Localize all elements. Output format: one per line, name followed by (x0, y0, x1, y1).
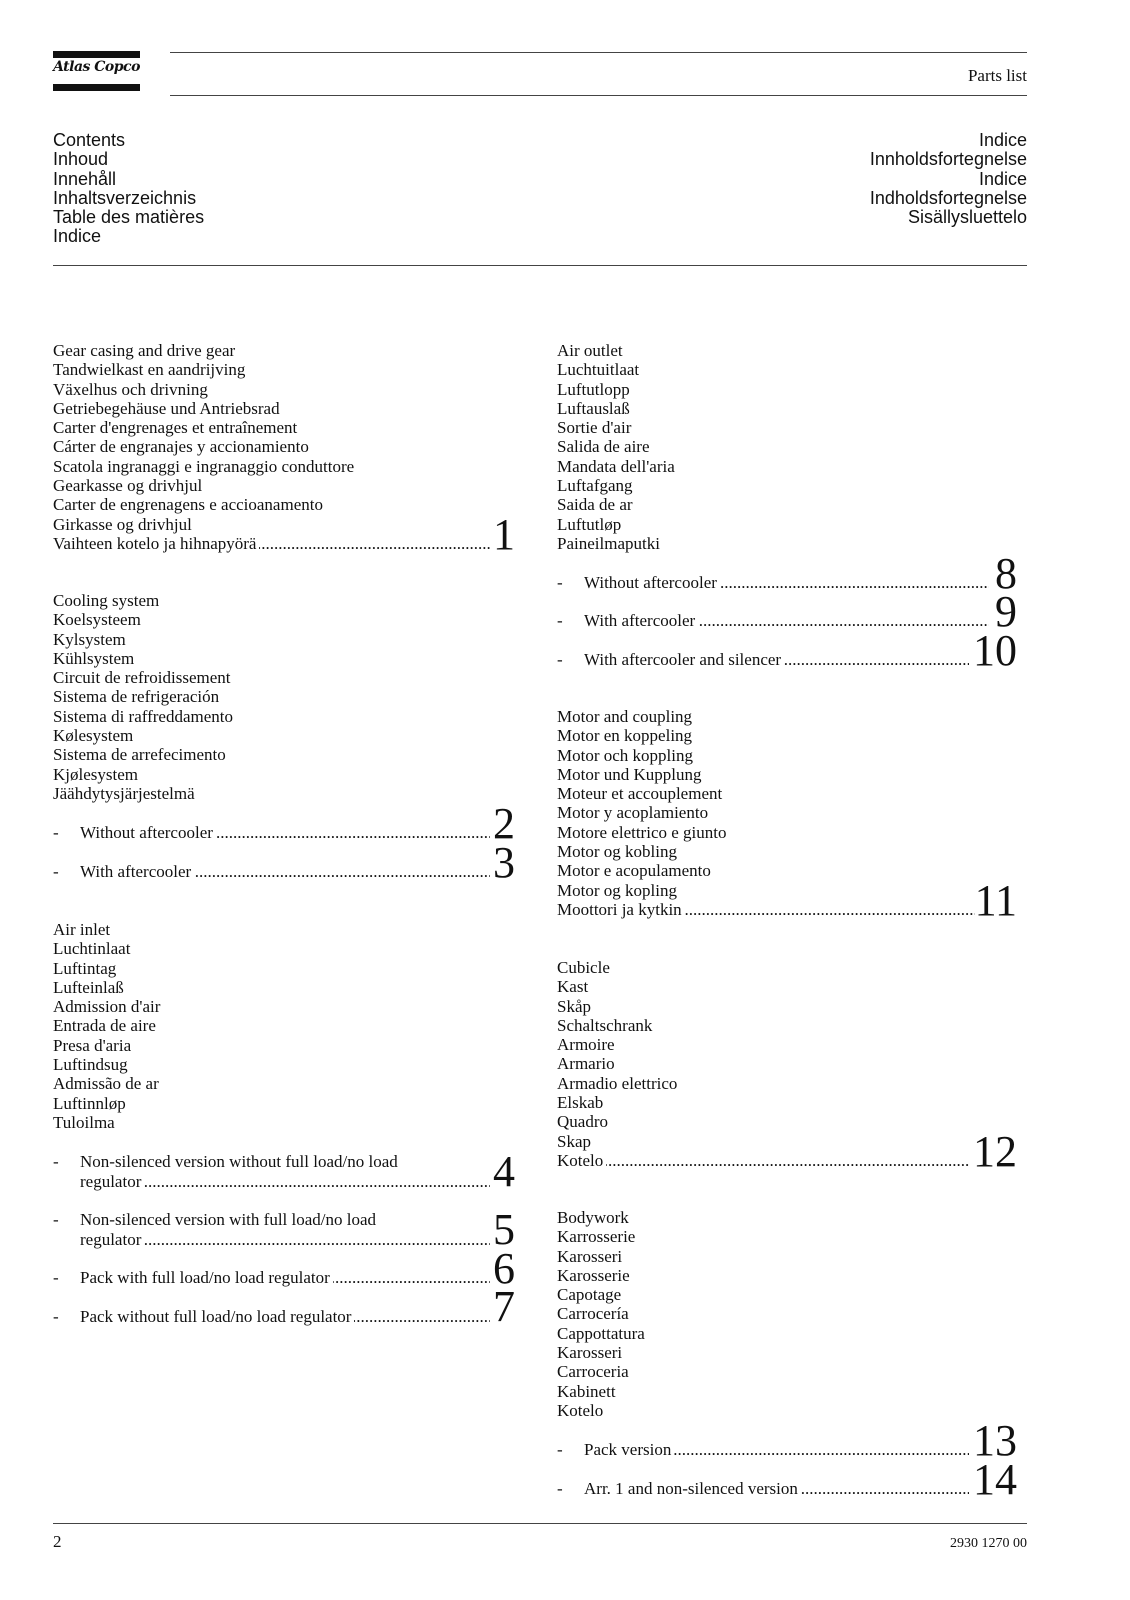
section-title-line: Kühlsystem (53, 648, 135, 668)
toc-leader-dots (557, 1151, 969, 1171)
section-number: 13 (973, 1416, 1017, 1465)
section-air-inlet-titles (53, 920, 160, 1132)
section-title-line: Paineilmaputki (557, 533, 660, 553)
toc-entry-label: regulator (80, 1172, 144, 1192)
section-number: 9 (995, 587, 1017, 636)
entry-dash: - (53, 1268, 59, 1287)
contents-title: Indice (978, 130, 1027, 150)
section-title-line: Motor y acoplamiento (557, 803, 709, 823)
section-title-line: Skap (557, 1131, 591, 1151)
header-rule-top (170, 52, 1027, 53)
section-title-line: Cárter de engranajes y accionamiento (53, 437, 309, 457)
section-title-line: Saida de ar (557, 495, 633, 515)
section-title-line: Circuit de refroidissement (53, 668, 231, 688)
section-title-line: Scatola ingranaggi e ingranaggio conduttore (53, 456, 355, 476)
section-title-line: Presa d'aria (53, 1035, 132, 1055)
toc-entry-outlet-with-aftercooler[interactable] (557, 611, 989, 631)
section-title-line: Quadro (557, 1112, 608, 1132)
section-title-line: Karosseri (557, 1343, 623, 1363)
section-number: 12 (973, 1127, 1017, 1176)
section-title-line: Luftafgang (557, 476, 633, 496)
toc-entry-inlet-pack-without[interactable] (53, 1307, 490, 1327)
section-title-line: Carrocería (557, 1304, 629, 1324)
section-title-line: Air inlet (53, 920, 111, 939)
section-title-line: Koelsysteem (53, 610, 141, 630)
section-number: 14 (973, 1455, 1017, 1504)
section-title-line: Luftintag (53, 958, 117, 978)
doc-title: Parts list (967, 66, 1027, 85)
toc-entry-label: Without aftercooler (584, 573, 720, 593)
section-title-line: Luftauslaß (557, 398, 630, 418)
section-title-line: Luchtuitlaat (557, 360, 640, 380)
section-title-line: Bodywork (557, 1208, 629, 1227)
toc-entry-label: Pack with full load/no load regulator (80, 1268, 333, 1288)
section-title-line: Växelhus och drivning (53, 379, 208, 399)
toc-entry-bodywork-arr1[interactable] (557, 1479, 969, 1499)
section-title-line: Moteur et accouplement (557, 784, 723, 804)
section-title-line: Carter de engrenagens e accioanamento (53, 495, 323, 515)
contents-title: Indice (53, 226, 102, 247)
toc-entry-label: Arr. 1 and non-silenced version (584, 1479, 801, 1499)
section-title-line: Skåp (557, 996, 591, 1016)
section-title-line: Kast (557, 977, 589, 997)
entry-dash: - (53, 1152, 59, 1171)
section-title-line: Cappottatura (557, 1323, 645, 1343)
section-number: 4 (493, 1147, 515, 1196)
section-title-line: Sortie d'air (557, 418, 632, 438)
toc-entry-label: Moottori ja kytkin (557, 900, 685, 920)
contents-title: Innehåll (53, 168, 117, 189)
section-motor-titles (557, 707, 726, 900)
contents-title: Indholdsfortegnelse (869, 187, 1027, 208)
toc-entry-label: Vaihteen kotelo ja hihnapyörä (53, 534, 259, 554)
section-title-line: Motor og kobling (557, 842, 677, 862)
section-title-line: Carroceria (557, 1362, 629, 1382)
section-title-line: Admissão de ar (53, 1074, 159, 1094)
toc-entry-cooling-without-aftercooler[interactable] (53, 823, 490, 843)
section-title-line: Sistema de refrigeración (53, 687, 220, 707)
section-title-line: Armadio elettrico (557, 1073, 678, 1093)
entry-dash: - (557, 573, 563, 592)
toc-entry-inlet-non-silenced-without[interactable] (53, 1152, 490, 1192)
entry-dash: - (53, 1210, 59, 1229)
section-title-line: Motor e acopulamento (557, 861, 711, 881)
contents-title: Innholdsfortegnelse (869, 149, 1027, 170)
contents-title: Indice (978, 168, 1027, 189)
section-number: 11 (974, 876, 1017, 925)
section-title-line: Luftutlopp (557, 379, 630, 399)
section-title-line: Mandata dell'aria (557, 456, 675, 476)
section-title-line: Salida de aire (557, 437, 650, 457)
section-cubicle-titles (557, 958, 677, 1151)
contents-titles-right (870, 131, 1027, 227)
toc-entry-label-line1: Non-silenced version with full load/no load (80, 1210, 377, 1229)
section-number: 2 (493, 799, 515, 848)
section-title-line: Tandwielkast en aandrijving (53, 360, 246, 380)
header-rule-bottom (170, 95, 1027, 96)
entry-dash: - (53, 1307, 59, 1326)
section-number: 5 (493, 1205, 515, 1254)
section-number: 3 (493, 838, 515, 887)
toc-entry-label-line1: Non-silenced version without full load/no load (80, 1152, 398, 1171)
section-title-line: Gear casing and drive gear (53, 341, 236, 360)
entry-dash: - (557, 1479, 563, 1498)
section-title-line: Motor and coupling (557, 707, 693, 726)
section-title-line: Motor och koppling (557, 745, 693, 765)
document-code: 2930 1270 00 (950, 1536, 1027, 1551)
section-title-line: Entrada de aire (53, 1016, 156, 1036)
section-title-line: Getriebegehäuse und Antriebsrad (53, 398, 280, 418)
section-number: 6 (493, 1244, 515, 1293)
section-title-line: Kabinett (557, 1381, 616, 1401)
section-title-line: Girkasse og drivhjul (53, 514, 192, 534)
section-title-line: Motor und Kupplung (557, 764, 702, 784)
section-title-line: Luftutløp (557, 514, 622, 534)
section-title-line: Luftinnløp (53, 1093, 126, 1113)
section-title-line: Kylsystem (53, 629, 126, 649)
section-title-line: Karosseri (557, 1246, 623, 1266)
toc-entry-outlet-without-aftercooler[interactable] (557, 573, 989, 593)
section-title-line: Carter d'engrenages et entraînement (53, 418, 298, 438)
section-title-line: Elskab (557, 1093, 604, 1113)
section-title-line: Cooling system (53, 591, 160, 610)
section-number: 8 (995, 549, 1017, 598)
section-title-line: Karrosserie (557, 1227, 636, 1247)
section-title-line: Admission d'air (53, 997, 161, 1017)
page-number: 2 (53, 1532, 62, 1551)
contents-title: Inhoud (53, 149, 109, 170)
toc-entry-label: Without aftercooler (80, 823, 216, 843)
section-title-line: Gearkasse og drivhjul (53, 476, 203, 496)
section-number: 10 (973, 626, 1017, 675)
section-title-line: Motor og kopling (557, 880, 677, 900)
section-title-line: Lufteinlaß (53, 977, 124, 997)
section-air-outlet-titles (557, 341, 675, 553)
toc-entry-cubicle[interactable] (557, 1151, 969, 1171)
contents-title: Sisällysluettelo (907, 207, 1027, 228)
toc-entry-gear[interactable] (53, 534, 490, 554)
section-number: 7 (493, 1282, 515, 1331)
logo-bar-top (53, 51, 140, 58)
section-bodywork-titles (557, 1208, 645, 1420)
contents-titles-left (53, 131, 204, 247)
section-title-line: Jäähdytysjärjestelmä (53, 783, 195, 803)
toc-entry-cooling-with-aftercooler[interactable] (53, 862, 490, 882)
toc-entry-label: Kotelo (557, 1151, 606, 1171)
logo-bar-bottom (53, 84, 140, 91)
toc-entry-inlet-non-silenced-with[interactable] (53, 1210, 490, 1250)
toc-entry-motor[interactable] (557, 900, 975, 920)
toc-entry-outlet-with-aftercooler-silencer[interactable] (557, 650, 969, 670)
entry-dash: - (557, 650, 563, 669)
toc-entry-inlet-pack-with[interactable] (53, 1268, 490, 1288)
entry-dash: - (557, 1440, 563, 1459)
section-title-line: Kjølesystem (53, 764, 138, 784)
section-title-line: Motor en koppeling (557, 726, 693, 746)
contents-title: Inhaltsverzeichnis (53, 187, 197, 208)
section-title-line: Kotelo (557, 1400, 604, 1420)
toc-entry-label: With aftercooler (80, 862, 194, 882)
section-title-line: Luchtinlaat (53, 939, 131, 959)
section-title-line: Schaltschrank (557, 1015, 653, 1035)
section-title-line: Air outlet (557, 341, 623, 360)
section-number: 1 (493, 510, 515, 559)
toc-entry-label: With aftercooler (584, 611, 698, 631)
section-title-line: Capotage (557, 1285, 622, 1305)
entry-dash: - (53, 862, 59, 881)
section-title-line: Cubicle (557, 958, 610, 977)
footer-rule (53, 1523, 1027, 1524)
section-title-line: Tuloilma (53, 1112, 115, 1132)
section-cooling-titles (53, 591, 233, 803)
contents-rule (53, 265, 1027, 266)
section-title-line: Luftindsug (53, 1055, 128, 1075)
toc-entry-label: With aftercooler and silencer (584, 650, 784, 670)
section-title-line: Armoire (557, 1035, 615, 1055)
section-gear-titles (53, 341, 354, 534)
section-title-line: Sistema di raffreddamento (53, 706, 234, 726)
section-title-line: Motore elettrico e giunto (557, 822, 727, 842)
toc-entry-label: Pack version (584, 1440, 674, 1460)
section-title-line: Sistema de arrefecimento (53, 745, 226, 765)
toc-entry-bodywork-pack[interactable] (557, 1440, 969, 1460)
entry-dash: - (557, 611, 563, 630)
contents-title: Table des matières (53, 207, 205, 228)
toc-entry-label: regulator (80, 1230, 144, 1250)
toc-entry-label: Pack without full load/no load regulator (80, 1307, 354, 1327)
section-title-line: Kølesystem (53, 726, 134, 746)
atlas-copco-logo: Atlas Copco (53, 59, 140, 75)
section-title-line: Karosserie (557, 1265, 630, 1285)
entry-dash: - (53, 823, 59, 842)
contents-title: Contents (53, 130, 126, 150)
section-title-line: Armario (557, 1054, 615, 1074)
